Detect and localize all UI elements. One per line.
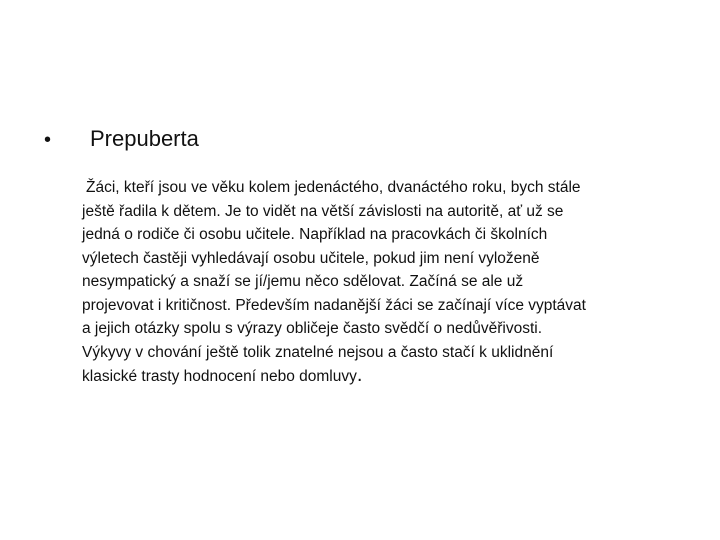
paragraph-line: Výkyvy v chování ještě tolik znatelné nejsou a často stačí k uklidnění <box>82 343 554 361</box>
paragraph-line-text: klasické trasty hodnocení nebo domluvy <box>82 368 357 385</box>
paragraph-line: jedná o rodiče či osobu učitele. Například na pracovkách či školních <box>82 226 548 243</box>
bullet-icon: • <box>44 129 52 151</box>
paragraph-line: projevovat i kritičnost. Především nadanější žáci se začínají více vyptávat <box>82 296 586 314</box>
paragraph-line: nesympatický a snaží se jí/jemu něco sdělovat. Začíná se ale už <box>82 273 524 290</box>
paragraph-line: Žáci, kteří jsou ve věku kolem jedenáctého, dvanáctého roku, bych stále <box>86 179 581 196</box>
slide-paragraph <box>82 176 682 389</box>
paragraph-line: a jejich otázky spolu s výrazy obličeje často svědčí o nedůvěřivosti. <box>82 320 543 337</box>
paragraph-period: . <box>356 364 363 386</box>
slide-heading: Prepuberta <box>90 126 199 151</box>
paragraph-last-line <box>82 364 682 389</box>
paragraph-line: výletech častěji vyhledávají osobu učitele, pokud jim není vyloženě <box>82 249 540 267</box>
paragraph-line: ještě řadila k dětem. Je to vidět na větší závislosti na autoritě, ať už se <box>82 202 564 220</box>
